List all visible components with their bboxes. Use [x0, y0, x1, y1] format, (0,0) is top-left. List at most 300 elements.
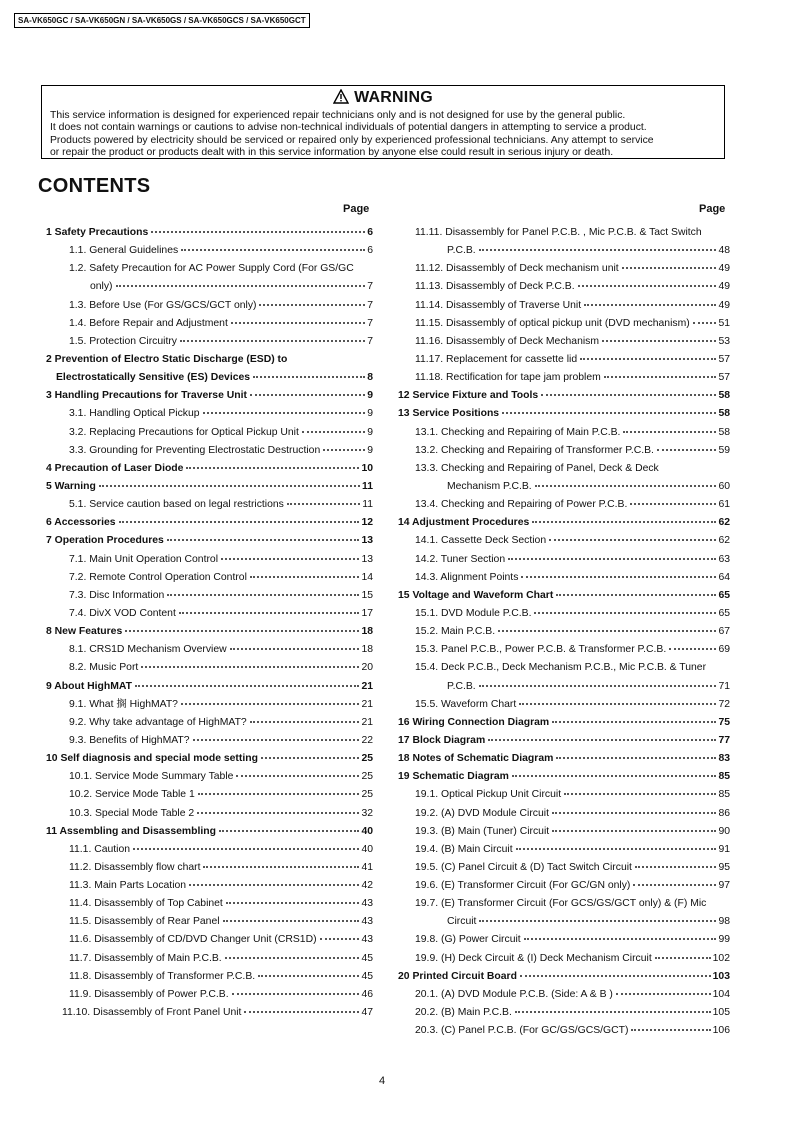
toc-entry-page: 59 [718, 444, 730, 456]
toc-entry-title: 19.1. Optical Pickup Unit Circuit [415, 789, 562, 801]
toc-entry[interactable] [0, 224, 373, 242]
toc-entry[interactable] [0, 950, 373, 968]
toc-entry-page: 85 [718, 789, 730, 801]
toc-entry-title: Circuit [447, 916, 477, 928]
toc-entry-page: 6 [367, 245, 373, 257]
toc-entry[interactable] [0, 623, 373, 641]
toc-entry-title: 13.2. Checking and Repairing of Transformer P.C.B. [415, 444, 654, 456]
toc-entry-page: 49 [718, 263, 730, 275]
toc-entry-page: 18 [361, 644, 373, 656]
dot-leader [541, 389, 716, 396]
toc-entry-page: 106 [712, 1025, 730, 1037]
toc-entry[interactable] [396, 260, 730, 278]
page-number: 4 [379, 1075, 386, 1087]
dot-leader [479, 680, 717, 687]
toc-entry-page: 14 [361, 571, 373, 583]
toc-entry[interactable] [0, 786, 373, 804]
toc-entry[interactable] [0, 315, 373, 333]
dot-leader [99, 480, 360, 487]
toc-entry-title: 15.5. Waveform Chart [415, 698, 517, 710]
dot-leader [552, 716, 716, 723]
toc-entry[interactable] [0, 333, 373, 351]
toc-entry-title: 13.1. Checking and Repairing of Main P.C.B. [415, 426, 621, 438]
toc-entry[interactable] [396, 659, 730, 677]
toc-entry-title: 20 Printed Circuit Board [398, 970, 517, 982]
toc-entry-page: 62 [718, 517, 730, 529]
dot-leader [221, 553, 359, 560]
page-column-header-left: Page [343, 203, 370, 215]
toc-entry[interactable] [0, 369, 373, 387]
warning-text [42, 109, 724, 159]
toc-entry-title: 10.3. Special Mode Table 2 [69, 807, 195, 819]
toc-entry-title: 19.7. (E) Transformer Circuit (For GCS/GS/GCT only) & (F) Mic [415, 898, 707, 910]
dot-leader [141, 661, 359, 668]
toc-entry-title: 20.1. (A) DVD Module P.C.B. (Side: A & B ) [415, 988, 613, 1000]
dot-leader [193, 734, 360, 741]
toc-entry[interactable] [0, 242, 373, 260]
dot-leader [250, 571, 360, 578]
toc-entry-page: 11 [362, 499, 373, 511]
toc-entry-title: 8 New Features [46, 626, 123, 638]
dot-leader [549, 534, 716, 541]
dot-leader [323, 444, 365, 451]
toc-entry-title: 11.5. Disassembly of Rear Panel [69, 916, 220, 928]
toc-entry[interactable] [396, 587, 730, 605]
toc-entry[interactable] [0, 424, 373, 442]
toc-entry[interactable] [0, 659, 373, 677]
dot-leader [261, 752, 360, 759]
toc-entry-page: 21 [361, 716, 373, 728]
dot-leader [622, 262, 717, 269]
toc-entry[interactable] [0, 569, 373, 587]
toc-entry-title: 1 Safety Precautions [46, 227, 149, 238]
dot-leader [564, 788, 716, 795]
dot-leader [516, 843, 717, 850]
toc-entry-title: 14.1. Cassette Deck Section [415, 535, 547, 547]
toc-entry-page: 32 [361, 807, 373, 819]
toc-entry-title: 3 Handling Precautions for Traverse Unit [46, 390, 247, 402]
toc-entry[interactable] [396, 351, 730, 369]
dot-leader [203, 861, 359, 868]
toc-entry-title: 1.5. Protection Circuitry [69, 335, 177, 347]
dot-leader [225, 952, 360, 959]
toc-entry[interactable] [396, 931, 730, 949]
dot-leader [135, 680, 359, 687]
toc-entry-page: 58 [718, 426, 730, 438]
toc-entry-page: 20 [361, 662, 373, 674]
dot-leader [133, 843, 359, 850]
toc-entry[interactable] [396, 986, 730, 1004]
toc-entry-title: 17 Block Diagram [398, 734, 486, 746]
toc-entry[interactable] [0, 750, 373, 768]
contents-title: CONTENTS [38, 175, 151, 197]
dot-leader [552, 825, 716, 832]
dot-leader [602, 335, 716, 342]
dot-leader [635, 861, 717, 868]
toc-entry[interactable] [396, 786, 730, 804]
toc-entry-page: 85 [718, 771, 730, 783]
toc-entry[interactable] [0, 442, 373, 460]
dot-leader [534, 607, 716, 614]
toc-entry[interactable] [0, 877, 373, 895]
toc-entry-title: 4 Precaution of Laser Diode [46, 462, 184, 474]
toc-entry-title: 11.2. Disassembly flow chart [69, 861, 201, 873]
model-header: SA-VK650GC / SA-VK650GN / SA-VK650GS / SA-VK650GCS / SA-VK650GCT [14, 13, 310, 28]
toc-entry[interactable] [0, 732, 373, 750]
dot-leader [180, 335, 365, 342]
dot-leader [578, 280, 717, 287]
toc-entry-page: 90 [718, 825, 730, 837]
dot-leader [512, 770, 717, 777]
dot-leader [302, 426, 365, 433]
toc-entry-page: 7 [367, 299, 373, 311]
toc-entry[interactable] [0, 696, 373, 714]
toc-entry-title: 9 About HighMAT [46, 680, 132, 692]
dot-leader [181, 244, 365, 251]
toc-entry[interactable] [396, 242, 730, 260]
toc-entry-title: 10.2. Service Mode Table 1 [69, 789, 195, 801]
toc-entry-title: 3.3. Grounding for Preventing Electrostatic Destruction [69, 444, 321, 456]
dot-leader [508, 553, 716, 560]
toc-entry-page: 64 [718, 571, 730, 583]
dot-leader [203, 407, 366, 414]
toc-entry[interactable] [396, 514, 730, 532]
toc-entry[interactable] [0, 297, 373, 315]
toc-entry-title: 2 Prevention of Electro Static Discharge (ESD) to [46, 353, 288, 365]
toc-entry-title: 14.3. Alignment Points [415, 571, 519, 583]
warning-line: It does not contain warnings or cautions to advise non-technical individuals of potential dangers in attempting to service a product. [50, 122, 647, 134]
toc-entry[interactable] [0, 913, 373, 931]
toc-entry-title: 11.3. Main Parts Location [69, 880, 187, 892]
toc-entry-title: 15 Voltage and Waveform Chart [398, 589, 554, 601]
toc-entry-page: 43 [361, 916, 373, 928]
toc-entry[interactable] [396, 442, 730, 460]
dot-leader [556, 589, 716, 596]
dot-leader [167, 534, 360, 541]
toc-entry[interactable] [396, 605, 730, 623]
toc-entry[interactable] [0, 931, 373, 949]
dot-leader [669, 643, 716, 650]
dot-leader [197, 807, 359, 814]
toc-entry[interactable] [0, 986, 373, 1004]
toc-entry[interactable] [396, 424, 730, 442]
toc-entry[interactable] [396, 641, 730, 659]
toc-entry-title: 19.6. (E) Transformer Circuit (For GC/GN only) [415, 880, 631, 892]
dot-leader [226, 897, 360, 904]
toc-entry[interactable] [396, 478, 730, 496]
toc-entry[interactable] [0, 387, 373, 405]
toc-entry[interactable] [396, 569, 730, 587]
toc-entry[interactable] [0, 768, 373, 786]
toc-entry-page: 41 [361, 861, 373, 873]
toc-entry[interactable] [396, 750, 730, 768]
dot-leader [198, 788, 360, 795]
toc-entry-page: 83 [718, 753, 730, 765]
dot-leader [258, 970, 359, 977]
toc-entry-title: 19.4. (B) Main Circuit [415, 843, 513, 855]
toc-entry-page: 103 [712, 970, 730, 982]
dot-leader [524, 933, 717, 940]
dot-leader [287, 498, 360, 505]
toc-entry-title: 19 Schematic Diagram [398, 771, 509, 783]
toc-entry[interactable] [396, 877, 730, 895]
toc-entry-title: 11.4. Disassembly of Top Cabinet [69, 898, 223, 910]
toc-entry-title: 7.2. Remote Control Operation Control [69, 571, 247, 583]
toc-entry[interactable] [0, 859, 373, 877]
toc-entry-title: 11.17. Replacement for cassette lid [415, 353, 578, 365]
toc-entry-page: 47 [361, 1007, 373, 1019]
toc-entry-page: 46 [361, 988, 373, 1000]
toc-entry-title: 13.4. Checking and Repairing of Power P.C.B. [415, 499, 628, 511]
toc-entry[interactable] [0, 405, 373, 423]
toc-entry[interactable] [396, 913, 730, 931]
toc-entry-title: P.C.B. [447, 680, 476, 692]
toc-entry[interactable] [0, 587, 373, 605]
toc-entry[interactable] [396, 551, 730, 569]
dot-leader [181, 698, 359, 705]
toc-entry[interactable] [396, 333, 730, 351]
dot-leader [498, 625, 716, 632]
toc-entry[interactable] [396, 696, 730, 714]
toc-entry[interactable] [0, 478, 373, 496]
toc-entry[interactable] [396, 278, 730, 296]
toc-entry-title: 15.3. Panel P.C.B., Power P.C.B. & Transformer P.C.B. [415, 644, 667, 656]
toc-entry-title: 5.1. Service caution based on legal restrictions [69, 499, 284, 511]
toc-entry-page: 43 [361, 934, 373, 946]
toc-entry-title: 3.1. Handling Optical Pickup [69, 408, 200, 420]
toc-entry-page: 7 [367, 281, 373, 293]
toc-entry-page: 95 [718, 861, 730, 873]
toc-entry-page: 99 [718, 934, 730, 946]
toc-entry[interactable] [396, 805, 730, 823]
toc-entry-page: 9 [367, 426, 373, 438]
toc-entry[interactable] [396, 297, 730, 315]
toc-entry-page: 77 [718, 734, 730, 746]
dot-leader [320, 933, 360, 940]
dot-leader [502, 407, 716, 414]
toc-entry[interactable] [396, 532, 730, 550]
toc-entry-page: 43 [361, 898, 373, 910]
toc-entry-page: 22 [361, 734, 373, 746]
toc-entry-page: 12 [361, 517, 373, 529]
dot-leader [535, 480, 717, 487]
dot-leader [693, 317, 717, 324]
toc-entry-title: 1.4. Before Repair and Adjustment [69, 317, 228, 329]
toc-entry-page: 6 [367, 227, 373, 238]
toc-entry-title: 5 Warning [46, 480, 96, 492]
toc-entry[interactable] [396, 859, 730, 877]
toc-entry[interactable] [396, 841, 730, 859]
toc-entry[interactable] [0, 641, 373, 659]
toc-entry[interactable] [0, 278, 373, 296]
toc-entry-title: 11 Assembling and Disassembling [46, 825, 216, 837]
toc-entry[interactable] [396, 460, 730, 478]
toc-entry[interactable] [0, 823, 373, 841]
dot-leader [232, 988, 360, 995]
toc-entry-title: 1.3. Before Use (For GS/GCS/GCT only) [69, 299, 257, 311]
toc-entry-title: 7.4. DivX VOD Content [69, 607, 176, 619]
dot-leader [633, 879, 716, 886]
dot-leader [479, 244, 717, 251]
toc-entry[interactable] [396, 1022, 730, 1040]
dot-leader [223, 915, 360, 922]
toc-entry[interactable] [0, 1004, 373, 1022]
toc-entry-title: 11.6. Disassembly of CD/DVD Changer Unit (CRS1D) [69, 934, 317, 946]
toc-entry[interactable] [396, 895, 730, 913]
dot-leader [186, 462, 359, 469]
dot-leader [623, 426, 716, 433]
dot-leader [604, 371, 717, 378]
toc-entry-title: 11.18. Rectification for tape jam problem [415, 372, 601, 384]
toc-entry-page: 9 [367, 408, 373, 420]
toc-right-column [396, 224, 730, 1040]
toc-entry[interactable] [396, 496, 730, 514]
toc-entry[interactable] [396, 224, 730, 242]
dot-leader [116, 280, 366, 287]
dot-leader [125, 625, 359, 632]
toc-entry-page: 21 [361, 680, 373, 692]
toc-entry[interactable] [0, 532, 373, 550]
dot-leader [259, 299, 365, 306]
toc-entry-page: 13 [361, 535, 373, 547]
toc-entry-title: 14 Adjustment Procedures [398, 517, 530, 529]
toc-entry-title: 1.2. Safety Precaution for AC Power Supply Cord (For GS/GC [69, 263, 354, 275]
toc-entry-page: 97 [718, 880, 730, 892]
toc-entry-title: 13 Service Positions [398, 408, 500, 420]
toc-left-column [0, 224, 373, 1022]
toc-entry[interactable] [0, 805, 373, 823]
toc-entry-title: 11.8. Disassembly of Transformer P.C.B. [69, 970, 256, 982]
toc-entry-page: 69 [718, 644, 730, 656]
dot-leader [584, 299, 716, 306]
dot-leader [250, 389, 365, 396]
toc-entry-page: 61 [718, 499, 730, 511]
toc-entry[interactable] [396, 315, 730, 333]
toc-entry-title: 10.1. Service Mode Summary Table [69, 771, 234, 783]
toc-entry-page: 7 [367, 335, 373, 347]
toc-entry-title: 3.2. Replacing Precautions for Optical Pickup Unit [69, 426, 299, 438]
toc-entry-title: 19.8. (G) Power Circuit [415, 934, 521, 946]
toc-entry[interactable] [396, 678, 730, 696]
dot-leader [151, 226, 365, 233]
toc-entry-title: Mechanism P.C.B. [447, 480, 532, 492]
dot-leader [236, 770, 359, 777]
toc-entry-page: 72 [718, 698, 730, 710]
toc-entry-title: 8.1. CRS1D Mechanism Overview [69, 644, 227, 656]
toc-entry-title: 11.14. Disassembly of Traverse Unit [415, 299, 582, 311]
dot-leader [532, 516, 716, 523]
toc-entry-title: 11.1. Caution [69, 843, 131, 855]
toc-entry-page: 58 [718, 390, 730, 402]
toc-entry-page: 7 [367, 317, 373, 329]
toc-entry-page: 10 [361, 462, 373, 474]
warning-title: WARNING [354, 89, 433, 106]
toc-entry[interactable] [0, 841, 373, 859]
toc-entry[interactable] [396, 823, 730, 841]
dot-leader [230, 643, 360, 650]
toc-entry[interactable] [396, 768, 730, 786]
toc-entry[interactable] [0, 605, 373, 623]
toc-entry[interactable] [0, 351, 373, 369]
toc-entry-page: 86 [718, 807, 730, 819]
toc-entry-page: 21 [361, 698, 373, 710]
toc-entry[interactable] [396, 714, 730, 732]
dot-leader [189, 879, 359, 886]
toc-entry-title: 7.1. Main Unit Operation Control [69, 553, 219, 565]
toc-entry-title: 19.9. (H) Deck Circuit & (I) Deck Mechanism Circuit [415, 952, 652, 964]
toc-entry-title: only) [90, 281, 113, 293]
toc-entry-title: 11.10. Disassembly of Front Panel Unit [62, 1007, 242, 1019]
warning-box [41, 85, 725, 159]
toc-entry-title: 19.5. (C) Panel Circuit & (D) Tact Switch Circuit [415, 861, 632, 873]
toc-entry-page: 58 [718, 408, 730, 420]
page-column-header-right: Page [699, 203, 726, 215]
toc-entry-page: 45 [361, 970, 373, 982]
toc-entry-page: 104 [712, 988, 730, 1000]
toc-entry-page: 40 [361, 843, 373, 855]
toc-entry[interactable] [396, 1004, 730, 1022]
toc-entry[interactable] [0, 678, 373, 696]
dot-leader [552, 807, 716, 814]
toc-entry[interactable] [396, 369, 730, 387]
toc-entry[interactable] [396, 405, 730, 423]
toc-entry-title: 20.3. (C) Panel P.C.B. (For GC/GS/GCS/GCT) [415, 1025, 629, 1037]
toc-entry-page: 60 [718, 480, 730, 492]
toc-entry-title: 11.15. Disassembly of optical pickup unit (DVD mechanism) [415, 317, 690, 329]
toc-entry-page: 42 [361, 880, 373, 892]
toc-entry[interactable] [396, 968, 730, 986]
warning-line: or repair the product or products dealt with in this service information by anyone else could result in serious injury or death. [50, 146, 614, 158]
toc-entry[interactable] [396, 732, 730, 750]
dot-leader [657, 444, 717, 451]
toc-entry-title: 13.3. Checking and Repairing of Panel, Deck & Deck [415, 462, 659, 474]
toc-entry-page: 62 [718, 535, 730, 547]
toc-entry-page: 98 [718, 916, 730, 928]
dot-leader [521, 571, 716, 578]
toc-entry-page: 65 [718, 589, 730, 601]
dot-leader [515, 1006, 711, 1013]
toc-entry[interactable] [0, 714, 373, 732]
toc-entry[interactable] [0, 496, 373, 514]
toc-entry-page: 8 [367, 372, 373, 384]
toc-entry-page: 11 [362, 480, 373, 492]
toc-entry[interactable] [396, 623, 730, 641]
toc-entry-page: 15 [361, 589, 373, 601]
toc-entry-title: 8.2. Music Port [69, 662, 139, 674]
toc-entry[interactable] [0, 968, 373, 986]
toc-entry-title: 11.13. Disassembly of Deck P.C.B. [415, 281, 575, 293]
toc-entry[interactable] [0, 260, 373, 278]
toc-entry-title: 7 Operation Procedures [46, 535, 164, 547]
toc-entry[interactable] [396, 950, 730, 968]
toc-entry[interactable] [0, 895, 373, 913]
toc-entry-page: 17 [361, 607, 373, 619]
toc-entry[interactable] [0, 460, 373, 478]
toc-entry-page: 75 [718, 716, 730, 728]
toc-entry[interactable] [0, 551, 373, 569]
dot-leader [479, 915, 716, 922]
dot-leader [231, 317, 365, 324]
toc-entry-title: 16 Wiring Connection Diagram [398, 716, 550, 728]
dot-leader [630, 498, 716, 505]
dot-leader [631, 1024, 710, 1031]
toc-entry-title: 15.2. Main P.C.B. [415, 626, 496, 638]
toc-entry-page: 105 [712, 1007, 730, 1019]
toc-entry[interactable] [396, 387, 730, 405]
toc-entry-title: 11.11. Disassembly for Panel P.C.B. , Mic P.C.B. & Tact Switch [415, 227, 702, 238]
toc-entry[interactable] [0, 514, 373, 532]
toc-entry-page: 48 [718, 245, 730, 257]
